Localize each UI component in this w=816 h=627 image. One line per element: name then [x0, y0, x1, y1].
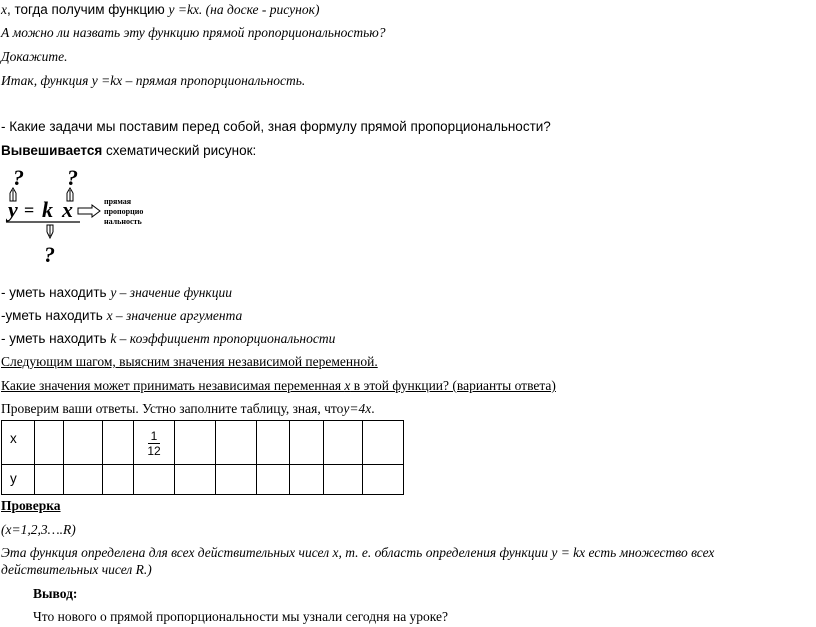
- fraction-denominator: 12: [147, 443, 161, 458]
- check-answers-line: [1, 400, 375, 417]
- fraction: [147, 429, 160, 458]
- question-line: А можно ли назвать эту функцию прямой пропорциональностью?: [1, 25, 386, 40]
- summary-question: Что нового о прямой пропорциональности мы узнали сегодня на уроке?: [33, 609, 449, 624]
- table-cell[interactable]: [290, 421, 324, 465]
- table-row: [2, 465, 404, 495]
- diagram-caption: [1, 142, 256, 159]
- table-cell[interactable]: [257, 421, 290, 465]
- row-label-y: y: [2, 465, 35, 495]
- table-cell[interactable]: [35, 465, 64, 495]
- task-find-y: [1, 284, 232, 301]
- intro-line: [1, 1, 319, 18]
- table-row: [2, 421, 404, 465]
- table-cell[interactable]: [324, 421, 363, 465]
- function-formula: y =kx. (на доске - рисунок): [168, 2, 320, 17]
- caption-rest: схематический рисунок:: [102, 143, 257, 158]
- var-x: x: [1, 2, 7, 17]
- table-cell[interactable]: [216, 421, 257, 465]
- table-cell[interactable]: [134, 465, 175, 495]
- arrow-right-icon: [78, 205, 100, 217]
- table-cell[interactable]: [35, 421, 64, 465]
- formula-y: y: [8, 197, 18, 222]
- check-answers-formula: y=4x: [343, 401, 372, 416]
- label-line-1: прямая: [104, 197, 132, 206]
- check-heading: Проверка: [1, 498, 61, 513]
- values-question-a: Какие значения может принимать независимая переменная: [1, 378, 345, 393]
- task-detail: k – коэффициент пропорциональности: [110, 331, 336, 346]
- formula-k: k: [42, 197, 53, 222]
- table-cell[interactable]: [103, 421, 134, 465]
- values-question-c: в этой функции? (варианты ответа): [350, 378, 556, 393]
- table-cell[interactable]: [175, 421, 216, 465]
- summary-heading: Вывод:: [33, 586, 78, 601]
- task-detail: y – значение функции: [110, 285, 232, 300]
- conclusion-line: Итак, функция y =kx – прямая пропорциональность.: [1, 73, 306, 88]
- table-cell[interactable]: [324, 465, 363, 495]
- task-prefix: - уметь находить: [1, 331, 111, 346]
- task-find-k: [1, 330, 335, 347]
- values-question: [1, 377, 556, 394]
- values-table: [1, 420, 404, 495]
- table-cell[interactable]: [290, 465, 324, 495]
- caption-bold: Вывешивается: [1, 143, 103, 158]
- question-mark-2: ?: [67, 165, 78, 190]
- formula-eq: =: [24, 200, 35, 220]
- fraction-numerator: 1: [148, 429, 161, 444]
- prove-line: Докажите.: [1, 49, 68, 64]
- task-prefix: - уметь находить: [1, 285, 111, 300]
- tasks-question: - Какие задачи мы поставим перед собой, зная формулу прямой пропорциональности?: [1, 119, 551, 134]
- next-step-line: Следующим шагом, выясним значения независимой переменной.: [1, 354, 378, 369]
- formula-x: x: [62, 197, 73, 222]
- label-line-2: пропорцио: [104, 207, 144, 216]
- answer-range: (x=1,2,3….R): [1, 522, 76, 537]
- domain-text-1: Эта функция определена для всех действительных чисел x, т. е. область определения функции y = kx есть множество всех: [1, 545, 715, 560]
- table-cell[interactable]: [257, 465, 290, 495]
- check-answers-dot: .: [371, 401, 375, 416]
- check-answers-text: Проверим ваши ответы. Устно заполните таблицу, зная, что: [1, 401, 344, 416]
- intro-text: , тогда получим функцию: [7, 2, 169, 17]
- table-cell[interactable]: [103, 465, 134, 495]
- task-find-x: [1, 307, 242, 324]
- question-mark-1: ?: [13, 165, 24, 190]
- table-cell[interactable]: [64, 465, 103, 495]
- values-question-x: x: [344, 378, 351, 393]
- task-prefix: -уметь находить: [1, 308, 107, 323]
- question-mark-3: ?: [44, 242, 55, 267]
- domain-text-2: действительных чисел R.): [1, 562, 152, 577]
- table-cell[interactable]: [175, 465, 216, 495]
- fraction-cell[interactable]: [134, 421, 175, 465]
- table-cell[interactable]: [64, 421, 103, 465]
- task-detail: x – значение аргумента: [106, 308, 243, 323]
- arrow-down-icon: [47, 225, 53, 238]
- table-cell[interactable]: [363, 421, 404, 465]
- row-label-x: x: [2, 421, 35, 465]
- table-cell[interactable]: [216, 465, 257, 495]
- label-line-3: нальность: [104, 217, 142, 226]
- schematic-diagram: [0, 160, 170, 275]
- table-cell[interactable]: [363, 465, 404, 495]
